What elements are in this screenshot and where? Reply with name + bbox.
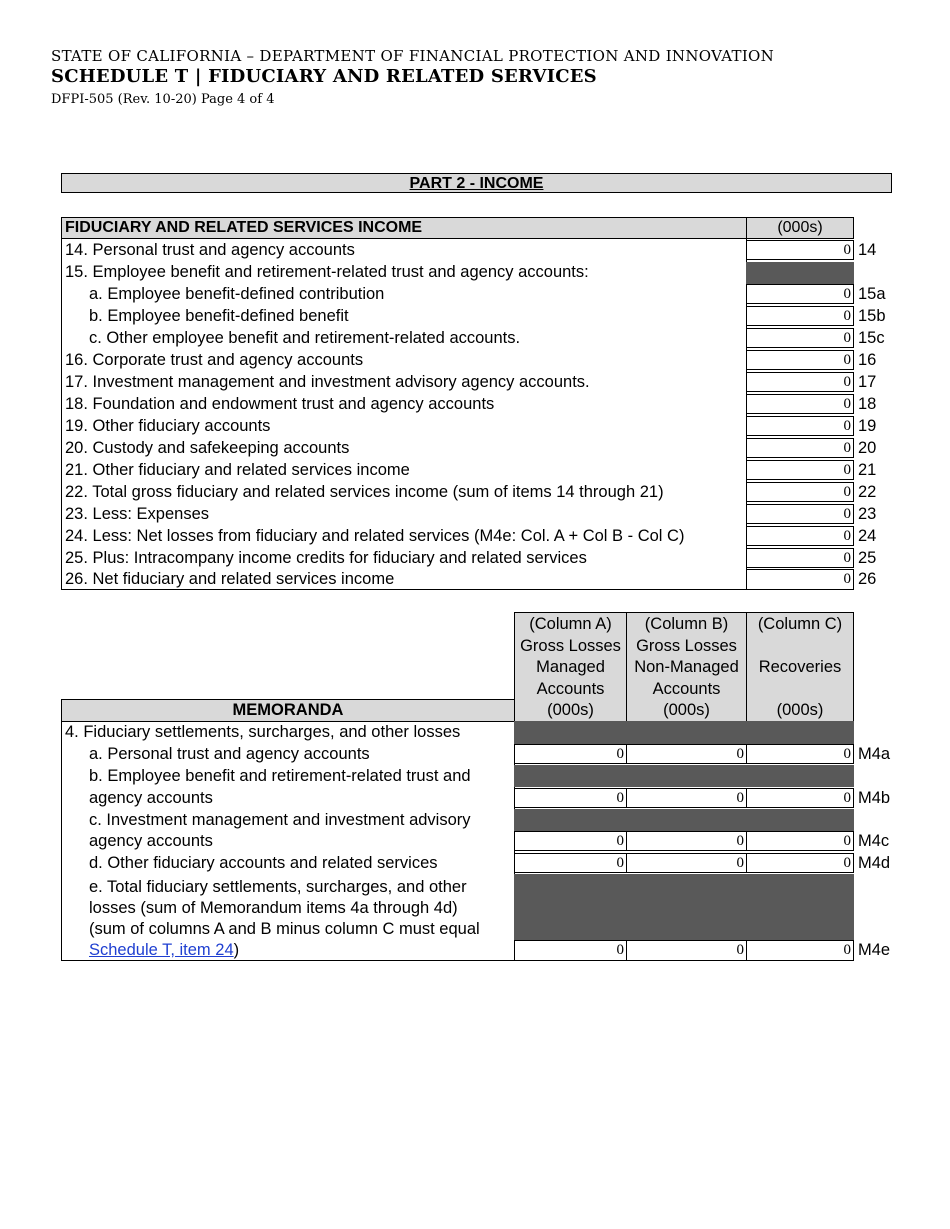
value-field-15b[interactable]: 0 [746,306,854,326]
column-b-header [626,612,747,722]
memo-4c-col-a[interactable]: 0 [514,831,627,851]
value-field-18[interactable]: 0 [746,394,854,414]
value-field-17[interactable]: 0 [746,372,854,392]
row-label-16: 16. Corporate trust and agency accounts [65,351,364,369]
row-label-22: 22. Total gross fiduciary and related services income (sum of items 14 through 21) [65,483,664,501]
row-code-18: 18 [858,395,877,413]
memo-4e-label-line1: e. Total fiduciary settlements, surcharges, and other [89,878,467,896]
row-label-15b: b. Employee benefit-defined benefit [89,307,349,325]
row-code-15a: 15a [858,285,886,303]
agency-name: STATE OF CALIFORNIA – DEPARTMENT OF FINANCIAL PROTECTION AND INNOVATION [51,47,775,65]
row-code-15b: 15b [858,307,886,325]
column-a-line2: Gross Losses [520,636,621,655]
shaded-cell-15 [746,262,854,284]
value-field-16[interactable]: 0 [746,350,854,370]
memo-4d-col-b[interactable]: 0 [626,853,747,873]
column-c-line3: Recoveries [758,658,842,676]
memo-4d-label: d. Other fiduciary accounts and related services [89,854,438,872]
shaded-row-4c [514,809,854,831]
column-a-line4: Accounts [536,679,605,698]
value-field-14[interactable]: 0 [746,240,854,260]
value-field-23[interactable]: 0 [746,504,854,524]
row-label-24: 24. Less: Net losses from fiduciary and related services (M4e: Col. A + Col B - Col C) [65,527,685,545]
row-code-22: 22 [858,483,877,501]
memo-4e-col-b[interactable]: 0 [626,940,747,961]
memo-4b-label-line2: agency accounts [89,789,213,807]
part-title-bar [61,173,892,193]
memo-4c-col-b[interactable]: 0 [626,831,747,851]
memo-4d-col-c[interactable]: 0 [746,853,854,873]
memo-4e-col-a[interactable]: 0 [514,940,627,961]
row-code-25: 25 [858,549,877,567]
column-b-line2: Gross Losses [636,636,737,655]
row-code-23: 23 [858,505,877,523]
memo-4c-code: M4c [858,832,890,850]
memo-4d-col-a[interactable]: 0 [514,853,627,873]
value-field-26[interactable]: 0 [746,569,854,590]
income-table-title: FIDUCIARY AND RELATED SERVICES INCOME [61,217,747,239]
memo-4b-col-a[interactable]: 0 [514,788,627,808]
column-c-header [746,612,854,722]
column-a-line3: Managed [536,658,605,676]
row-code-19: 19 [858,417,877,435]
row-label-19: 19. Other fiduciary accounts [65,417,271,435]
column-c-line4 [747,679,853,701]
column-b-line4: Accounts [652,679,721,698]
column-a-header [514,612,627,722]
column-a-unit: (000s) [547,701,594,719]
column-c-unit: (000s) [776,701,824,719]
row-label-17: 17. Investment management and investment advisory agency accounts. [65,373,590,391]
part-title: PART 2 - INCOME [409,175,544,192]
row-code-20: 20 [858,439,877,457]
memo-4e-close-paren: ) [233,941,240,959]
memo-4e-col-c[interactable]: 0 [746,940,854,961]
memo-4c-col-c[interactable]: 0 [746,831,854,851]
row-label-25: 25. Plus: Intracompany income credits for fiduciary and related services [65,549,587,567]
row-code-17: 17 [858,373,877,391]
memo-4b-col-c[interactable]: 0 [746,788,854,808]
shaded-row-4e [514,874,854,940]
row-label-18: 18. Foundation and endowment trust and agency accounts [65,395,495,413]
row-label-23: 23. Less: Expenses [65,505,210,523]
memo-4e-label-line3: (sum of columns A and B minus column C must equal [89,920,480,938]
value-field-15a[interactable]: 0 [746,284,854,304]
column-b-line3: Non-Managed [634,658,739,676]
column-b-line1: (Column B) [644,615,729,633]
row-label-20: 20. Custody and safekeeping accounts [65,439,350,457]
memo-4e-code: M4e [858,941,891,959]
row-code-21: 21 [858,461,877,479]
row-label-21: 21. Other fiduciary and related services income [65,461,410,479]
memo-4e-label-line2: losses (sum of Memorandum items 4a through 4d) [89,899,458,917]
memoranda-title: MEMORANDA [61,699,515,722]
memo-4a-col-a[interactable]: 0 [514,744,627,764]
shaded-row-4b [514,765,854,787]
row-label-26: 26. Net fiduciary and related services income [65,570,395,588]
value-field-24[interactable]: 0 [746,526,854,546]
memo-4a-label: a. Personal trust and agency accounts [89,745,370,763]
memo-4b-col-b[interactable]: 0 [626,788,747,808]
income-unit-header: (000s) [746,217,854,239]
memo-4a-col-b[interactable]: 0 [626,744,747,764]
value-field-21[interactable]: 0 [746,460,854,480]
column-c-line2 [747,636,853,658]
form-number: DFPI-505 (Rev. 10-20) Page 4 of 4 [51,92,275,107]
value-field-22[interactable]: 0 [746,482,854,502]
memo-4c-label-line2: agency accounts [89,832,213,850]
row-code-16: 16 [858,351,877,369]
memo-4b-label-line1: b. Employee benefit and retirement-related trust and [89,767,471,785]
shaded-row-4 [514,721,854,744]
memo-4b-code: M4b [858,789,891,807]
row-code-24: 24 [858,527,877,545]
row-code-15c: 15c [858,329,885,347]
schedule-t-item-24-link[interactable]: Schedule T, item 24 [89,941,234,959]
memo-4a-code: M4a [858,745,891,763]
memo-item-4-label: 4. Fiduciary settlements, surcharges, and other losses [65,723,461,741]
memo-4d-code: M4d [858,854,891,872]
row-code-14: 14 [858,241,877,259]
memo-4e-label-line4 [89,940,239,960]
memo-4c-label-line1: c. Investment management and investment advisory [89,811,471,829]
value-field-25[interactable]: 0 [746,548,854,568]
row-label-15: 15. Employee benefit and retirement-related trust and agency accounts: [65,263,589,281]
value-field-19[interactable]: 0 [746,416,854,436]
memo-4a-col-c[interactable]: 0 [746,744,854,764]
column-a-line1: (Column A) [529,615,612,633]
column-b-unit: (000s) [663,701,710,719]
column-c-line1: (Column C) [757,615,843,633]
row-code-26: 26 [858,570,877,588]
value-field-15c[interactable]: 0 [746,328,854,348]
row-label-15c: c. Other employee benefit and retirement-related accounts. [89,329,521,347]
row-label-14: 14. Personal trust and agency accounts [65,241,355,259]
value-field-20[interactable]: 0 [746,438,854,458]
schedule-title: SCHEDULE T | FIDUCIARY AND RELATED SERVICES [51,66,597,87]
row-label-15a: a. Employee benefit-defined contribution [89,285,385,303]
